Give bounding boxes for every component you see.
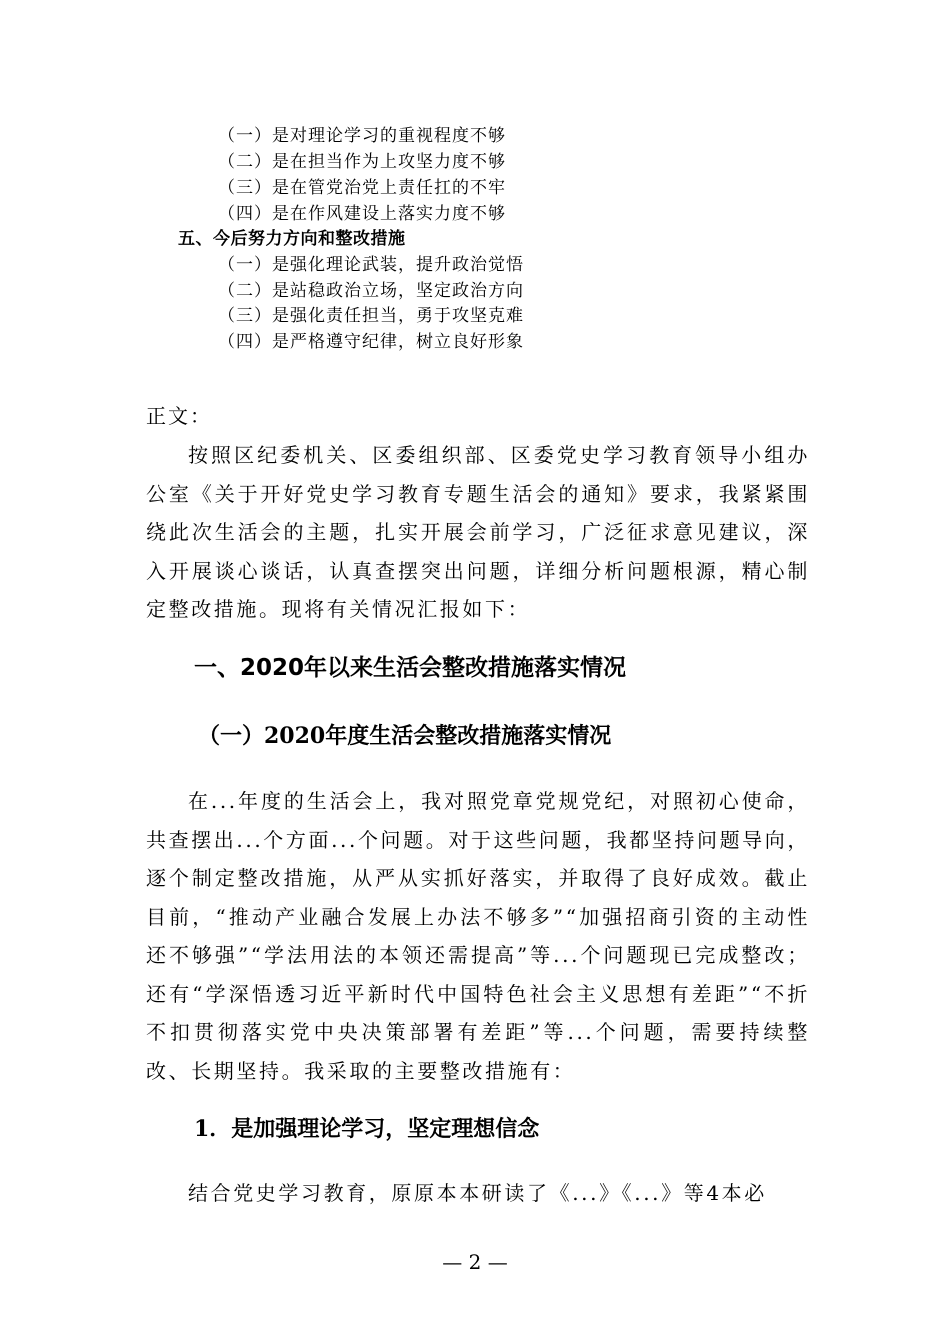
outline-item: （二）是在担当作为上攻坚力度不够: [218, 152, 506, 172]
section-heading: 一、2020年以来生活会整改措施落实情况: [194, 655, 627, 681]
outline-item: （三）是强化责任担当，勇于攻坚克难: [218, 306, 524, 326]
body-paragraph: 在...年度的生活会上，我对照党章党规党纪，对照初心使命，共查摆出...个方面...个问题。对于这些问题，我都坚持问题导向，逐个制定整改措施，从严从实抓好落实，并取得了良好成效。截止目前，“推动产业融合发展上办法不够多”“加强招商引资的主动性还不够强”“学法用法的本领还需提高”等...个问题现已完成整改；还有“学深悟透习近平新时代中国特色社会主义思想有差距”“不折不扣贯彻落实党中央决策部署有差距”等...个问题，需要持续整改、长期坚持。我采取的主要整改措施有：: [146, 789, 810, 1083]
outline-item: （三）是在管党治党上责任扛的不牢: [218, 178, 506, 198]
outline-item: （一）是对理论学习的重视程度不够: [218, 126, 506, 146]
outline-section-title: 五、今后努力方向和整改措施: [178, 229, 406, 249]
subsection-heading: （一）2020年度生活会整改措施落实情况: [198, 723, 612, 749]
outline-item: （四）是严格遵守纪律，树立良好形象: [218, 332, 524, 352]
outline-item: （一）是强化理论武装，提升政治觉悟: [218, 255, 524, 275]
outline-item: （四）是在作风建设上落实力度不够: [218, 204, 506, 224]
intro-paragraph: 按照区纪委机关、区委组织部、区委党史学习教育领导小组办公室《关于开好党史学习教育专题生活会的通知》要求，我紧紧围绕此次生活会的主题，扎实开展会前学习，广泛征求意见建议，深入开展谈心谈话，认真查摆突出问题，详细分析问题根源，精心制定整改措施。现将有关情况汇报如下：: [146, 443, 810, 621]
body-label: 正文：: [146, 404, 212, 428]
item-heading: 1．是加强理论学习，坚定理想信念: [194, 1116, 540, 1142]
body-paragraph: 结合党史学习教育，原原本本研读了《...》《...》等4本必: [188, 1181, 767, 1205]
page-number: — 2 —: [442, 1250, 508, 1274]
outline-item: （二）是站稳政治立场，坚定政治方向: [218, 281, 524, 301]
